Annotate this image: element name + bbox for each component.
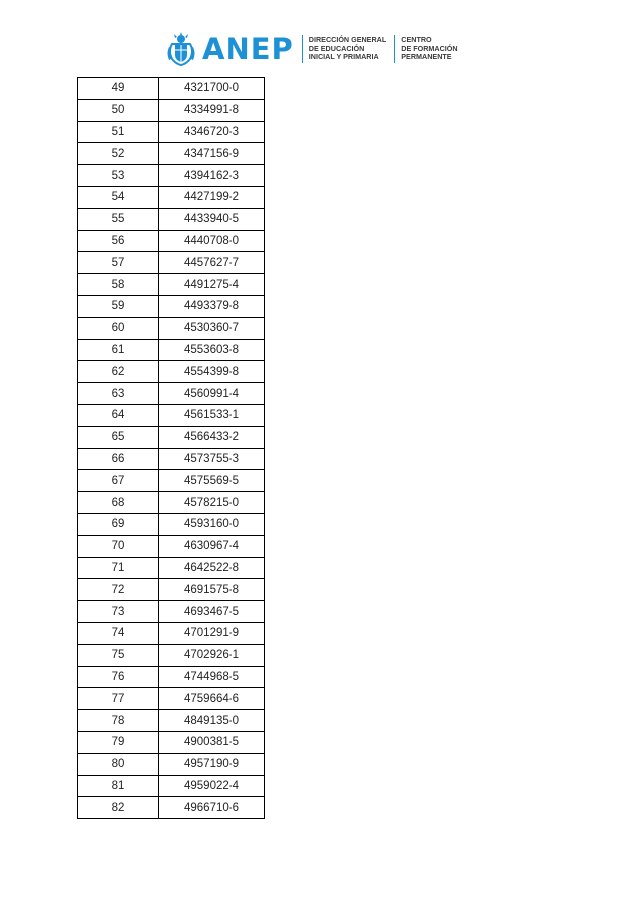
ci-cell: 4966710-6 xyxy=(159,797,265,819)
row-number-cell: 68 xyxy=(78,492,159,514)
center-name xyxy=(401,36,457,61)
table-row xyxy=(78,383,265,405)
coat-of-arms-icon xyxy=(164,31,198,67)
table-row xyxy=(78,361,265,383)
dept-line-3: INICIAL Y PRIMARIA xyxy=(308,52,379,62)
center-line-2: DE FORMACIÓN xyxy=(401,43,458,53)
row-number-cell: 73 xyxy=(78,601,159,623)
row-number-cell: 54 xyxy=(78,186,159,208)
row-number-cell: 62 xyxy=(78,361,159,383)
ci-cell: 4491275-4 xyxy=(159,274,265,296)
header-divider xyxy=(394,35,395,63)
table-row xyxy=(78,513,265,535)
row-number-cell: 82 xyxy=(78,797,159,819)
center-line-1: CENTRO xyxy=(401,35,432,45)
table-row xyxy=(78,230,265,252)
ci-cell: 4959022-4 xyxy=(159,775,265,797)
table-row xyxy=(78,121,265,143)
row-number-cell: 78 xyxy=(78,710,159,732)
table-row xyxy=(78,492,265,514)
ci-cell: 4334991-8 xyxy=(159,99,265,121)
ci-cell: 4427199-2 xyxy=(159,186,265,208)
row-number-cell: 50 xyxy=(78,99,159,121)
ci-cell: 4593160-0 xyxy=(159,513,265,535)
table-row xyxy=(78,252,265,274)
row-number-cell: 69 xyxy=(78,513,159,535)
row-number-cell: 80 xyxy=(78,753,159,775)
table-row xyxy=(78,295,265,317)
ci-cell: 4630967-4 xyxy=(159,535,265,557)
row-number-cell: 53 xyxy=(78,165,159,187)
row-number-cell: 61 xyxy=(78,339,159,361)
row-number-cell: 70 xyxy=(78,535,159,557)
table-row xyxy=(78,99,265,121)
dept-name xyxy=(309,36,386,61)
ci-cell: 4530360-7 xyxy=(159,317,265,339)
table-row xyxy=(78,753,265,775)
ci-cell: 4347156-9 xyxy=(159,143,265,165)
table-row xyxy=(78,644,265,666)
dept-line-1: DIRECCIÓN GENERAL xyxy=(308,35,387,45)
ci-cell: 4744968-5 xyxy=(159,666,265,688)
table-row xyxy=(78,557,265,579)
table-row xyxy=(78,317,265,339)
row-number-cell: 67 xyxy=(78,470,159,492)
table-row xyxy=(78,775,265,797)
table-row xyxy=(78,797,265,819)
row-number-cell: 79 xyxy=(78,731,159,753)
ci-cell: 4701291-9 xyxy=(159,622,265,644)
ci-cell: 4493379-8 xyxy=(159,295,265,317)
table-row xyxy=(78,143,265,165)
row-number-cell: 57 xyxy=(78,252,159,274)
ci-cell: 4560991-4 xyxy=(159,383,265,405)
ci-cell: 4573755-3 xyxy=(159,448,265,470)
table-row xyxy=(78,404,265,426)
row-number-cell: 75 xyxy=(78,644,159,666)
ci-cell: 4321700-0 xyxy=(159,78,265,100)
table-row xyxy=(78,710,265,732)
page-header xyxy=(164,30,466,68)
row-number-cell: 63 xyxy=(78,383,159,405)
row-number-cell: 64 xyxy=(78,404,159,426)
row-number-cell: 81 xyxy=(78,775,159,797)
center-line-3: PERMANENTE xyxy=(401,52,452,62)
table-row xyxy=(78,426,265,448)
table-row xyxy=(78,78,265,100)
header-divider xyxy=(302,35,303,63)
table-row xyxy=(78,535,265,557)
row-number-cell: 58 xyxy=(78,274,159,296)
table-row xyxy=(78,470,265,492)
row-number-cell: 72 xyxy=(78,579,159,601)
table-row xyxy=(78,448,265,470)
ci-cell: 4457627-7 xyxy=(159,252,265,274)
row-number-cell: 76 xyxy=(78,666,159,688)
anep-logo-wordmark: ANEP xyxy=(202,32,294,66)
ci-cell: 4561533-1 xyxy=(159,404,265,426)
row-number-cell: 56 xyxy=(78,230,159,252)
table-row xyxy=(78,339,265,361)
row-number-cell: 55 xyxy=(78,208,159,230)
row-number-cell: 77 xyxy=(78,688,159,710)
ci-cell: 4759664-6 xyxy=(159,688,265,710)
ci-cell: 4849135-0 xyxy=(159,710,265,732)
ci-cell: 4346720-3 xyxy=(159,121,265,143)
table-row xyxy=(78,274,265,296)
ci-cell: 4575569-5 xyxy=(159,470,265,492)
ci-cell: 4702926-1 xyxy=(159,644,265,666)
table-row xyxy=(78,208,265,230)
table-row xyxy=(78,165,265,187)
row-number-cell: 52 xyxy=(78,143,159,165)
table-row xyxy=(78,579,265,601)
ci-table xyxy=(77,77,265,819)
ci-cell: 4554399-8 xyxy=(159,361,265,383)
row-number-cell: 60 xyxy=(78,317,159,339)
table-row xyxy=(78,688,265,710)
ci-cell: 4642522-8 xyxy=(159,557,265,579)
dept-line-2: DE EDUCACIÓN xyxy=(308,43,365,53)
row-number-cell: 51 xyxy=(78,121,159,143)
ci-cell: 4691575-8 xyxy=(159,579,265,601)
table-row xyxy=(78,731,265,753)
row-number-cell: 59 xyxy=(78,295,159,317)
row-number-cell: 65 xyxy=(78,426,159,448)
ci-table-body xyxy=(78,78,265,819)
row-number-cell: 66 xyxy=(78,448,159,470)
table-row xyxy=(78,622,265,644)
row-number-cell: 71 xyxy=(78,557,159,579)
ci-cell: 4900381-5 xyxy=(159,731,265,753)
ci-cell: 4957190-9 xyxy=(159,753,265,775)
ci-cell: 4440708-0 xyxy=(159,230,265,252)
ci-cell: 4578215-0 xyxy=(159,492,265,514)
row-number-cell: 49 xyxy=(78,78,159,100)
ci-cell: 4566433-2 xyxy=(159,426,265,448)
table-row xyxy=(78,666,265,688)
ci-cell: 4394162-3 xyxy=(159,165,265,187)
table-row xyxy=(78,601,265,623)
table-row xyxy=(78,186,265,208)
ci-cell: 4693467-5 xyxy=(159,601,265,623)
row-number-cell: 74 xyxy=(78,622,159,644)
ci-cell: 4433940-5 xyxy=(159,208,265,230)
ci-cell: 4553603-8 xyxy=(159,339,265,361)
